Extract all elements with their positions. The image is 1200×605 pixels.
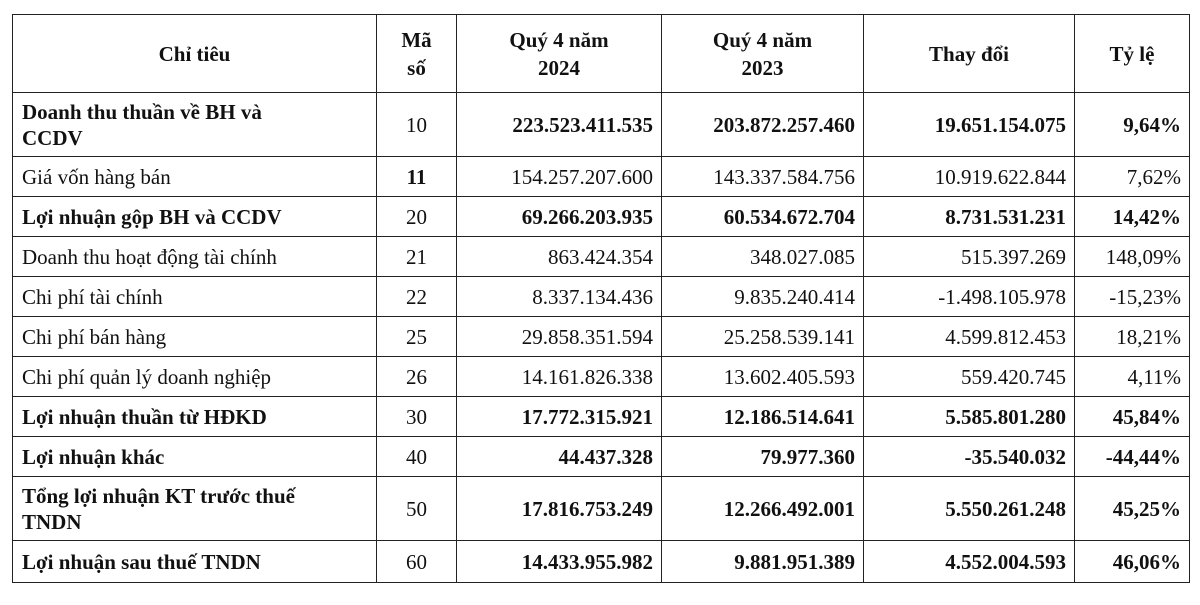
row-ratio: -44,44%	[1075, 437, 1190, 477]
row-q4-2024: 29.858.351.594	[457, 317, 662, 357]
row-change: 515.397.269	[864, 237, 1075, 277]
row-q4-2024: 8.337.134.436	[457, 277, 662, 317]
header-q4-2024-line2: 2024	[538, 55, 580, 80]
row-change: 559.420.745	[864, 357, 1075, 397]
row-code: 11	[377, 157, 457, 197]
table-row	[13, 157, 1190, 197]
table-row	[13, 357, 1190, 397]
header-name: Chỉ tiêu	[13, 15, 377, 93]
row-q4-2023: 12.266.492.001	[662, 477, 864, 541]
row-change: -1.498.105.978	[864, 277, 1075, 317]
row-q4-2023: 12.186.514.641	[662, 397, 864, 437]
table-row	[13, 237, 1190, 277]
row-q4-2024: 44.437.328	[457, 437, 662, 477]
table-row	[13, 397, 1190, 437]
financial-table-container	[12, 14, 1189, 583]
row-code: 60	[377, 541, 457, 583]
row-code: 26	[377, 357, 457, 397]
header-q4-2024	[457, 15, 662, 93]
row-q4-2024: 223.523.411.535	[457, 93, 662, 157]
row-name: Lợi nhuận thuần từ HĐKD	[13, 397, 377, 437]
header-q4-2023-line2: 2023	[741, 55, 784, 80]
row-code: 20	[377, 197, 457, 237]
row-code: 30	[377, 397, 457, 437]
row-change: -35.540.032	[864, 437, 1075, 477]
row-q4-2024: 14.161.826.338	[457, 357, 662, 397]
row-code: 22	[377, 277, 457, 317]
row-q4-2023: 143.337.584.756	[662, 157, 864, 197]
row-name: Giá vốn hàng bán	[13, 157, 377, 197]
row-q4-2023: 79.977.360	[662, 437, 864, 477]
header-q4-2023	[662, 15, 864, 93]
header-q4-2023-line1: Quý 4 năm	[712, 27, 813, 52]
row-q4-2023: 348.027.085	[662, 237, 864, 277]
table-body	[13, 93, 1190, 583]
table-row	[13, 477, 1190, 541]
row-name: Lợi nhuận gộp BH và CCDV	[13, 197, 377, 237]
income-statement-table	[12, 14, 1190, 583]
row-ratio: 45,25%	[1075, 477, 1190, 541]
row-name-line2: CCDV	[22, 125, 83, 150]
row-q4-2023: 9.835.240.414	[662, 277, 864, 317]
row-ratio: 45,84%	[1075, 397, 1190, 437]
row-ratio: 14,42%	[1075, 197, 1190, 237]
header-code-line1: Mã	[401, 27, 432, 52]
row-code: 50	[377, 477, 457, 541]
row-ratio: 148,09%	[1075, 237, 1190, 277]
row-ratio: 9,64%	[1075, 93, 1190, 157]
row-ratio: 46,06%	[1075, 541, 1190, 583]
row-q4-2023: 9.881.951.389	[662, 541, 864, 583]
row-change: 8.731.531.231	[864, 197, 1075, 237]
table-row	[13, 437, 1190, 477]
row-name-line1: Doanh thu thuần về BH và	[22, 99, 262, 124]
row-change: 4.599.812.453	[864, 317, 1075, 357]
row-ratio: 7,62%	[1075, 157, 1190, 197]
row-code: 40	[377, 437, 457, 477]
row-code: 25	[377, 317, 457, 357]
row-q4-2023: 13.602.405.593	[662, 357, 864, 397]
row-name	[13, 93, 377, 157]
row-q4-2024: 14.433.955.982	[457, 541, 662, 583]
row-q4-2023: 203.872.257.460	[662, 93, 864, 157]
header-row	[13, 15, 1190, 93]
row-q4-2024: 154.257.207.600	[457, 157, 662, 197]
row-name-line2: TNDN	[22, 509, 82, 534]
row-name: Doanh thu hoạt động tài chính	[13, 237, 377, 277]
row-ratio: 18,21%	[1075, 317, 1190, 357]
row-change: 5.585.801.280	[864, 397, 1075, 437]
row-q4-2024: 17.772.315.921	[457, 397, 662, 437]
header-ratio: Tỷ lệ	[1075, 15, 1190, 93]
row-change: 4.552.004.593	[864, 541, 1075, 583]
row-name: Lợi nhuận sau thuế TNDN	[13, 541, 377, 583]
row-change: 10.919.622.844	[864, 157, 1075, 197]
table-row	[13, 93, 1190, 157]
row-q4-2023: 25.258.539.141	[662, 317, 864, 357]
row-name: Chi phí bán hàng	[13, 317, 377, 357]
header-q4-2024-line1: Quý 4 năm	[509, 27, 609, 52]
header-code	[377, 15, 457, 93]
row-q4-2023: 60.534.672.704	[662, 197, 864, 237]
row-name-line1: Tổng lợi nhuận KT trước thuế	[22, 483, 295, 508]
table-row	[13, 541, 1190, 583]
table-row	[13, 197, 1190, 237]
row-ratio: -15,23%	[1075, 277, 1190, 317]
row-code: 21	[377, 237, 457, 277]
table-row	[13, 317, 1190, 357]
row-name: Chi phí quản lý doanh nghiệp	[13, 357, 377, 397]
table-row	[13, 277, 1190, 317]
header-code-line2: số	[407, 55, 426, 80]
row-code: 10	[377, 93, 457, 157]
row-change: 19.651.154.075	[864, 93, 1075, 157]
row-ratio: 4,11%	[1075, 357, 1190, 397]
row-name	[13, 477, 377, 541]
row-q4-2024: 863.424.354	[457, 237, 662, 277]
row-name: Chi phí tài chính	[13, 277, 377, 317]
header-change: Thay đổi	[864, 15, 1075, 93]
row-q4-2024: 17.816.753.249	[457, 477, 662, 541]
row-change: 5.550.261.248	[864, 477, 1075, 541]
row-q4-2024: 69.266.203.935	[457, 197, 662, 237]
row-name: Lợi nhuận khác	[13, 437, 377, 477]
